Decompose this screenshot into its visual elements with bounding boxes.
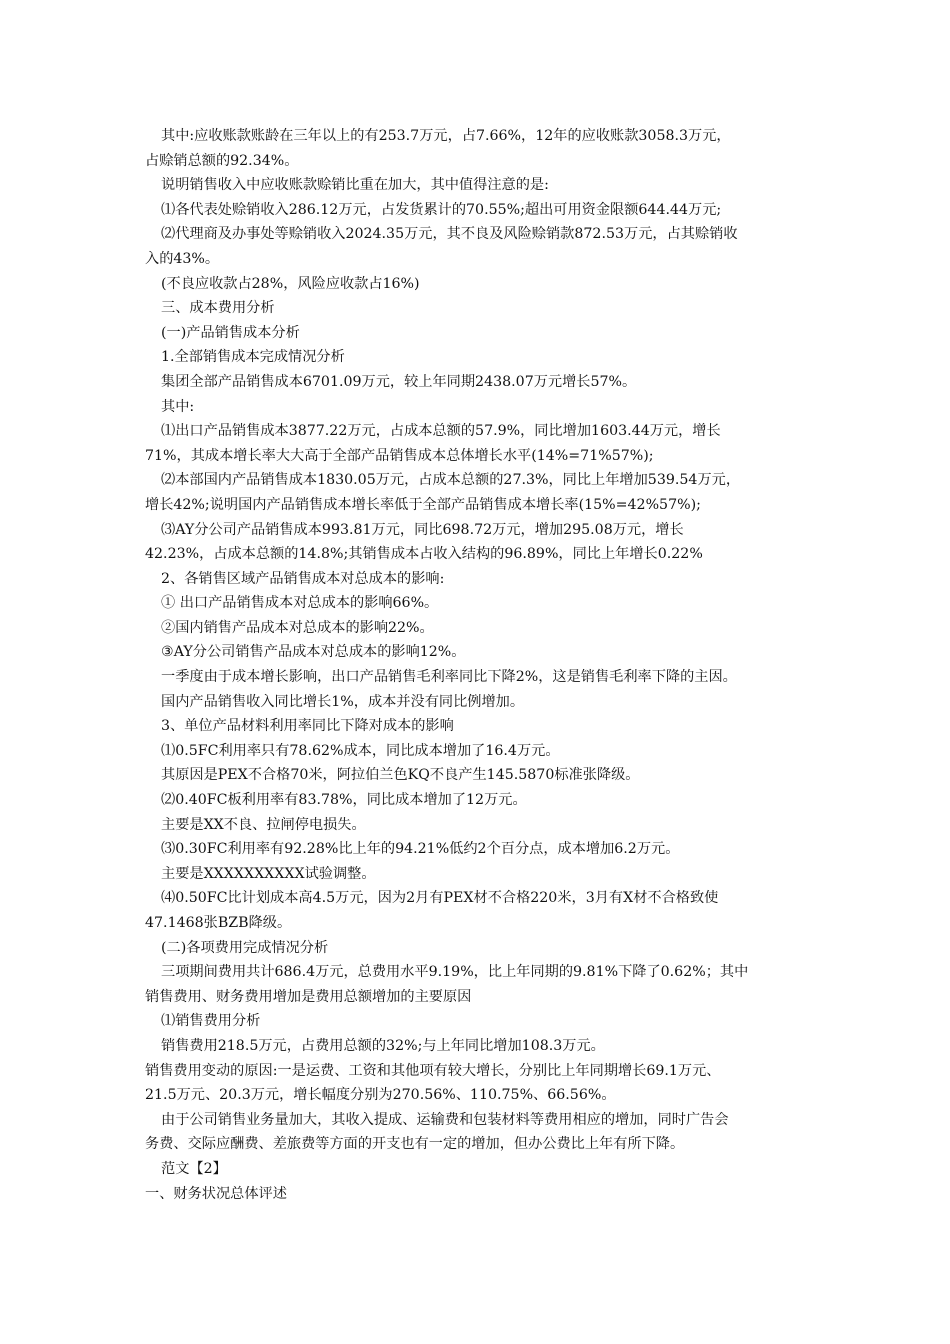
subsection-heading: 2、各销售区域产品销售成本对总成本的影响: <box>161 570 445 587</box>
paragraph-line: 销售费用218.5万元，占费用总额的32%;与上年同比增加108.3万元。 <box>161 1037 605 1054</box>
paragraph-line: 21.5万元、20.3万元，增长幅度分别为270.56%、110.75%、66.56%。 <box>145 1087 616 1104</box>
subsection-heading: 1.全部销售成本完成情况分析 <box>161 349 345 366</box>
section-heading: 一、财务状况总体评述 <box>145 1185 287 1202</box>
paragraph-line: 销售费用、财务费用增加是费用总额增加的主要原因 <box>145 988 472 1005</box>
list-item: ⑵代理商及办事处等赊销收入2024.35万元，其不良及风险赊销款872.53万元，占其赊销收 <box>161 226 738 243</box>
list-item: ⑴0.5FC利用率只有78.62%成本，同比成本增加了16.4万元。 <box>161 742 560 759</box>
paragraph-line: 务费、交际应酬费、差旅费等方面的开支也有一定的增加，但办公费比上年有所下降。 <box>145 1136 685 1153</box>
paragraph-line: 71%，其成本增长率大大高于全部产品销售成本总体增长水平(14%=71%57%); <box>145 447 654 464</box>
document-body <box>145 124 810 1206</box>
subsection-heading: ⑴销售费用分析 <box>161 1013 261 1030</box>
list-item: ⑵0.40FC板利用率有83.78%，同比成本增加了12万元。 <box>161 792 527 809</box>
list-item: ③AY分公司销售产品成本对总成本的影响12%。 <box>161 644 466 661</box>
subsection-heading: (二)各项费用完成情况分析 <box>161 939 329 956</box>
paragraph-line: 入的43%。 <box>145 250 220 267</box>
list-item: ⑴各代表处赊销收入286.12万元，占发货累计的70.55%;超出可用资金限额644.44万元; <box>161 201 722 218</box>
paragraph-line: 主要是XXXXXXXXXX试验调整。 <box>161 865 376 882</box>
section-heading: 三、成本费用分析 <box>161 300 275 317</box>
paragraph-line: 占赊销总额的92.34%。 <box>145 152 299 169</box>
paragraph-line: 国内产品销售收入同比增长1%，成本并没有同比例增加。 <box>161 693 525 710</box>
paragraph-line: 增长42%;说明国内产品销售成本增长率低于全部产品销售成本增长率(15%=42%57%); <box>145 496 701 513</box>
subsection-heading: (一)产品销售成本分析 <box>161 324 300 341</box>
list-item: ⑶AY分公司产品销售成本993.81万元，同比698.72万元，增加295.08万元，增长 <box>161 521 684 538</box>
list-item: ① 出口产品销售成本对总成本的影响66%。 <box>161 595 439 612</box>
list-item: ⑷0.50FC比计划成本高4.5万元，因为2月有PEX材不合格220米，3月有X材不合格致使 <box>161 890 719 907</box>
paragraph-line: 其原因是PEX不合格70米，阿拉伯兰色KQ不良产生145.5870标准张降级。 <box>161 767 640 784</box>
subsection-heading: 3、单位产品材料利用率同比下降对成本的影响 <box>161 718 454 735</box>
paragraph-line: (不良应收款占28%，风险应收款占16%) <box>161 275 420 292</box>
paragraph-line: 一季度由于成本增长影响，出口产品销售毛利率同比下降2%，这是销售毛利率下降的主因。 <box>161 669 737 686</box>
paragraph-line: 主要是XX不良、拉闸停电损失。 <box>161 816 366 833</box>
paragraph-line: 其中:应收账款账龄在三年以上的有253.7万元，占7.66%，12年的应收账款3058.3万元， <box>161 128 731 144</box>
paragraph-line: 说明销售收入中应收账款赊销比重在加大，其中值得注意的是: <box>161 177 549 194</box>
paragraph-line: 销售费用变动的原因:一是运费、工资和其他项有较大增长，分别比上年同期增长69.1万元、 <box>145 1062 721 1079</box>
paragraph-line: 三项期间费用共计686.4万元，总费用水平9.19%，比上年同期的9.81%下降了0.62%；其中 <box>161 964 749 981</box>
paragraph-line: 由于公司销售业务量加大，其收入提成、运输费和包装材料等费用相应的增加，同时广告会 <box>161 1111 729 1128</box>
paragraph-line: 42.23%，占成本总额的14.8%;其销售成本占收入结构的96.89%，同比上年增长0.22% <box>145 546 703 563</box>
list-item: ⑶0.30FC利用率有92.28%比上年的94.21%低约2个百分点，成本增加6.2万元。 <box>161 841 680 858</box>
list-item: ⑵本部国内产品销售成本1830.05万元，占成本总额的27.3%，同比上年增加539.54万元， <box>161 472 741 489</box>
list-item: ⑴出口产品销售成本3877.22万元，占成本总额的57.9%，同比增加1603.44万元，增长 <box>161 423 721 440</box>
paragraph-line: 其中: <box>161 398 195 415</box>
section-heading: 范文【2】 <box>161 1160 227 1177</box>
paragraph-line: 集团全部产品销售成本6701.09万元，较上年同期2438.07万元增长57%。 <box>161 373 637 390</box>
paragraph-line: 47.1468张BZB降级。 <box>145 915 292 931</box>
list-item: ②国内销售产品成本对总成本的影响22%。 <box>161 619 434 636</box>
